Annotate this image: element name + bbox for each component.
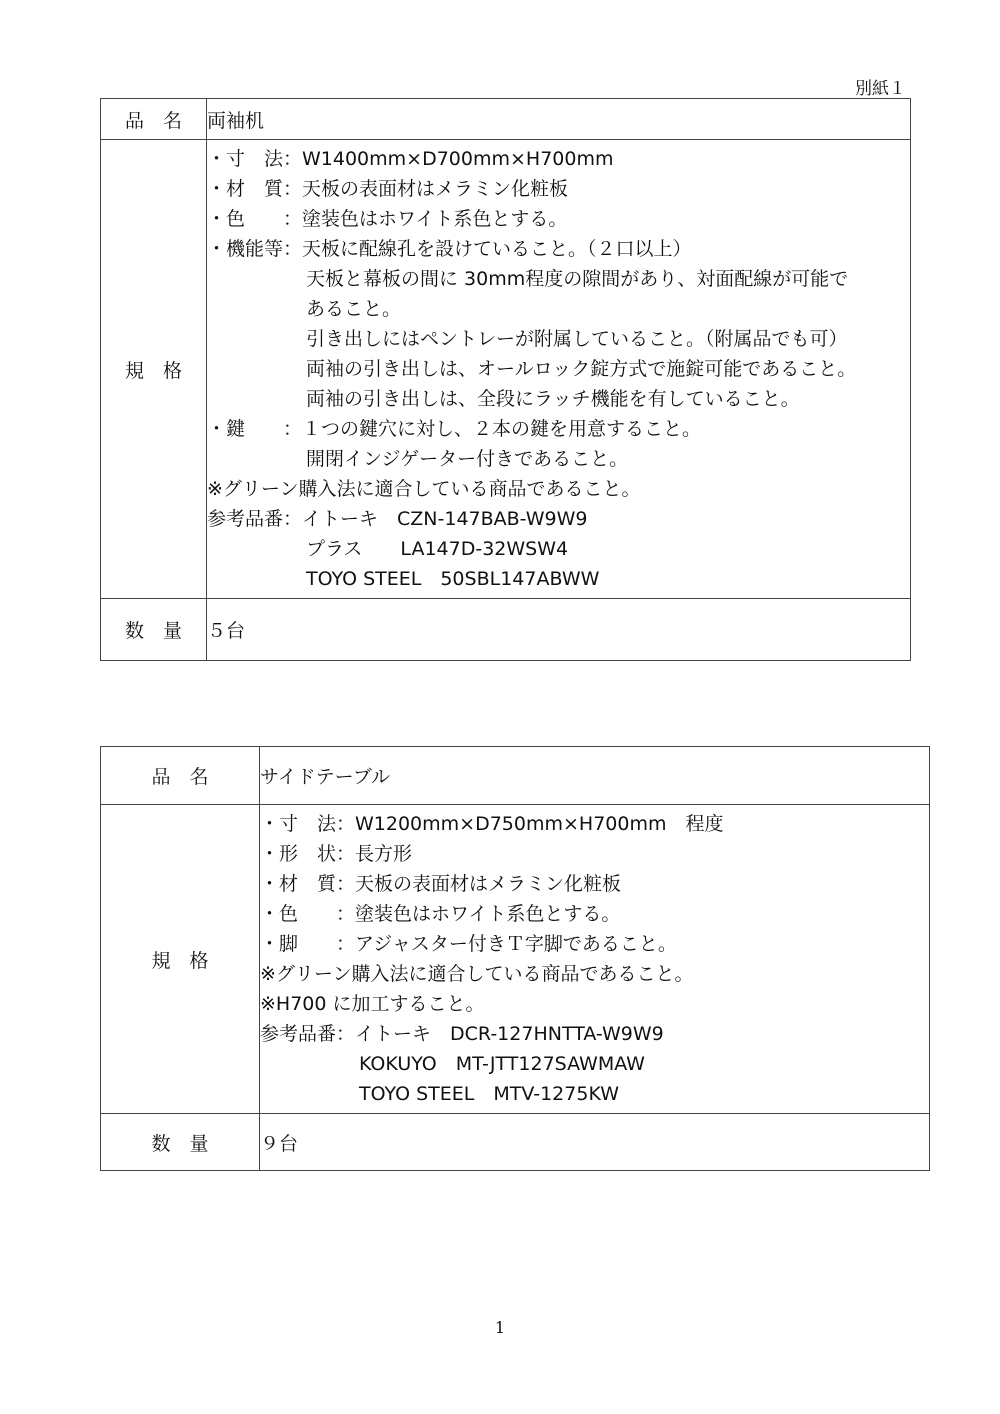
spec-line: 開閉インジゲーター付きであること。: [306, 448, 629, 470]
quantity-label: 数 量: [101, 1114, 260, 1171]
spec-line: ・材 質：天板の表面材はメラミン化粧板: [260, 873, 622, 895]
spec-line: 参考品番：イトーキ CZN-147BAB-W9W9: [207, 508, 588, 530]
spec-row: [101, 805, 930, 1114]
spec-line: ※グリーン購入法に適合している商品であること。: [207, 478, 641, 500]
spec-line: あること。: [306, 298, 402, 320]
spec-line: ・脚 ：アジャスター付きＴ字脚であること。: [260, 933, 677, 955]
quantity-row: [101, 1114, 930, 1171]
spec-line: KOKUYO MT-JTT127SAWMAW: [359, 1053, 645, 1075]
spec-line: ・材 質：天板の表面材はメラミン化粧板: [207, 178, 569, 200]
spec-line: ※グリーン購入法に適合している商品であること。: [260, 963, 694, 985]
spec-line: 参考品番：イトーキ DCR-127HNTTA-W9W9: [260, 1023, 664, 1045]
spec-line: 天板と幕板の間に 30mm程度の隙間があり、対面配線が可能で: [306, 268, 849, 290]
quantity-row: [101, 599, 911, 661]
spec-line: ・寸 法：W1400mm×D700mm×H700mm: [207, 148, 614, 170]
item-name-value: サイドテーブル: [260, 747, 930, 805]
spec-line: ・形 状：長方形: [260, 843, 413, 865]
spec-row: [101, 140, 911, 599]
spec-label: 規 格: [101, 140, 207, 599]
item-row: [101, 99, 911, 140]
spec-line: TOYO STEEL MTV-1275KW: [359, 1083, 620, 1105]
spec-cell: [260, 805, 930, 1114]
spec-line: 両袖の引き出しは、全段にラッチ機能を有していること。: [306, 388, 800, 410]
page-number: 1: [494, 1318, 506, 1337]
spec-line: ・機能等：天板に配線孔を設けていること。（２口以上）: [207, 238, 692, 260]
item-name-label: 品 名: [101, 99, 207, 140]
spec-line: 引き出しにはペントレーが附属していること。（附属品でも可）: [306, 328, 848, 350]
spec-line: ・色 ：塗装色はホワイト系色とする。: [207, 208, 568, 230]
spec-table-desk: [100, 98, 911, 661]
quantity-value: ９台: [260, 1114, 930, 1171]
quantity-value: ５台: [207, 599, 911, 661]
spec-label: 規 格: [101, 805, 260, 1114]
quantity-label: 数 量: [101, 599, 207, 661]
spec-line: TOYO STEEL 50SBL147ABWW: [306, 568, 600, 590]
spec-cell: [207, 140, 911, 599]
spec-line: ・寸 法：W1200mm×D750mm×H700mm 程度: [260, 813, 724, 835]
item-name-label: 品 名: [101, 747, 260, 805]
spec-table-side-table: [100, 746, 930, 1171]
attachment-label: 別紙１: [855, 79, 906, 99]
spec-line: ※H700 に加工すること。: [260, 993, 485, 1015]
spec-line: ・色 ：塗装色はホワイト系色とする。: [260, 903, 621, 925]
spec-line: ・鍵 ：１つの鍵穴に対し、２本の鍵を用意すること。: [207, 418, 702, 440]
spec-line: プラス LA147D-32WSW4: [306, 538, 569, 560]
spec-line: 両袖の引き出しは、オールロック錠方式で施錠可能であること。: [306, 358, 857, 380]
item-name-value: 両袖机: [207, 99, 911, 140]
item-row: [101, 747, 930, 805]
